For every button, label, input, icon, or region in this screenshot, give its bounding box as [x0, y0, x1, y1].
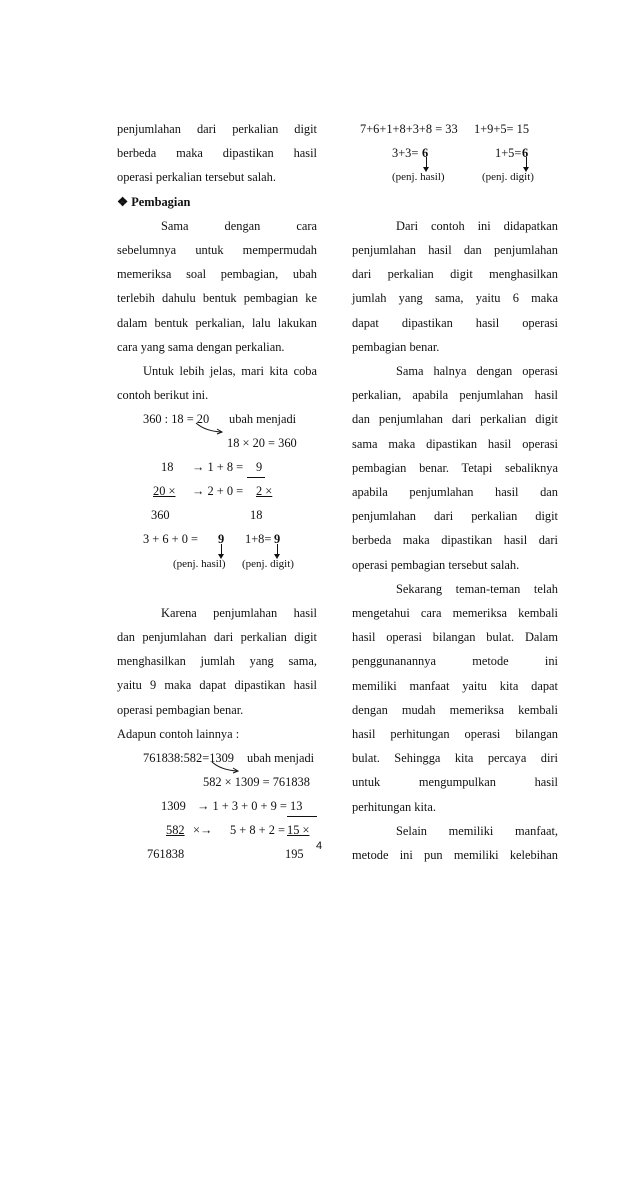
math-term: ×→: [193, 823, 213, 838]
math-term: → 1 + 8 =: [192, 460, 244, 475]
text-line: bulat. Sehingga kita percaya diri: [352, 751, 558, 766]
spacer: [117, 577, 317, 601]
note-label: (penj. hasil): [173, 558, 226, 571]
math-term: 2 ×: [256, 484, 273, 499]
text-line: perkalian, apabila penjumlahan hasil: [352, 388, 558, 403]
text-line: perhitungan kita.: [352, 799, 436, 814]
example-1: [117, 407, 317, 552]
text-line: Sama dengan cara: [161, 218, 317, 233]
text-line: Dari contoh ini didapatkan: [396, 218, 558, 233]
math-term: → 1 + 3 + 0 + 9 = 13: [197, 799, 303, 814]
math-term: 18: [161, 460, 174, 475]
text-line: Untuk lebih jelas, mari kita coba: [143, 364, 317, 379]
left-column: [117, 117, 317, 862]
text-line: sebelumnya untuk mempermudah: [117, 243, 317, 258]
math-result: 6: [422, 146, 429, 160]
math-result: 9: [274, 532, 281, 547]
text-line: Selain memiliki manfaat,: [396, 823, 558, 838]
text-line: metode ini pun memiliki kelebihan: [352, 848, 558, 863]
math-term: 15 ×: [287, 823, 310, 838]
math-term: 761838: [147, 847, 185, 862]
text-line: dan penjumlahan dari perkalian digit: [352, 412, 558, 427]
note-label: (penj. digit): [482, 171, 534, 183]
example-2: [117, 746, 317, 862]
example-2-division: 761838:582=1309: [143, 751, 234, 766]
text-line: menghasilkan jumlah yang sama,: [117, 654, 317, 669]
math-term: 18: [250, 508, 263, 523]
curved-arrow-icon: [195, 421, 225, 435]
math-term: 1309: [161, 799, 186, 814]
math-term: 9: [256, 460, 263, 475]
text-line: jumlah yang sama, yaitu 6 maka: [352, 291, 558, 306]
example-1-label: ubah menjadi: [229, 412, 297, 427]
text-line: hasil perhitungan operasi bilangan: [352, 727, 558, 742]
text-line: Sekarang teman-teman telah: [396, 581, 558, 596]
text-line: sama maka dipastikan hasil operasi: [352, 436, 558, 451]
section-heading: ❖ Pembagian: [117, 194, 191, 209]
text-line: untuk mengumpulkan hasil: [352, 775, 558, 790]
math-term: 3+3=: [392, 146, 419, 160]
example-1-division: 360 : 18 = 20: [143, 412, 210, 427]
note-label: (penj. hasil): [392, 171, 445, 183]
text-line: Sama halnya dengan operasi: [396, 364, 558, 378]
math-term: 582: [166, 823, 185, 838]
text-line: penjumlahan dari perkalian digit: [117, 122, 317, 136]
text-line: contoh berikut ini.: [117, 388, 209, 403]
text-line: dalam bentuk perkalian, lalu lakukan: [117, 315, 317, 330]
overline-rule: [247, 477, 265, 478]
math-term: 1+8=: [245, 532, 272, 547]
text-line: Adapun contoh lainnya :: [117, 726, 240, 741]
text-line: operasi pembagian benar.: [117, 702, 244, 717]
text-line: mengetahui cara memeriksa kembali: [352, 606, 558, 621]
math-term: 3 + 6 + 0 =: [143, 532, 199, 547]
math-term: 360: [151, 508, 170, 523]
text-line: operasi pembagian tersebut salah.: [352, 557, 520, 572]
example-1-notes: [117, 552, 317, 576]
math-result: 6: [522, 146, 529, 160]
text-line: Karena penjumlahan hasil: [161, 605, 317, 620]
example-2-continued: [352, 117, 558, 190]
text-line: dapat dipastikan hasil operasi: [352, 315, 558, 330]
text-line: operasi perkalian tersebut salah.: [117, 170, 276, 185]
text-line: dengan mudah memeriksa kembali: [352, 702, 558, 717]
text-line: berbeda maka dipastikan hasil dari: [352, 533, 558, 548]
math-term: 20 ×: [153, 484, 176, 499]
math-result: 9: [218, 532, 225, 547]
example-2-label: ubah menjadi: [247, 751, 315, 766]
example-2-multiplication: 582 × 1309 = 761838: [203, 775, 310, 790]
text-line: berbeda maka dipastikan hasil: [117, 146, 317, 161]
math-term: 7+6+1+8+3+8 = 33: [360, 122, 458, 136]
example-1-multiplication: 18 × 20 = 360: [227, 436, 297, 451]
text-line: hasil operasi bilangan bulat. Dalam: [352, 630, 558, 645]
text-line: dari perkalian digit menghasilkan: [352, 267, 558, 282]
text-line: memiliki manfaat yaitu kita dapat: [352, 678, 558, 693]
text-line: penjumlahan hasil dan penjumlahan: [352, 242, 558, 257]
math-term: → 2 + 0 =: [192, 484, 244, 499]
page-number: 4: [315, 840, 323, 852]
text-line: penggunanannya metode ini: [352, 654, 558, 669]
text-line: terlebih dahulu bentuk pembagian ke: [117, 291, 317, 306]
text-line: yaitu 9 maka dapat dipastikan hasil: [117, 678, 317, 693]
text-line: cara yang sama dengan perkalian.: [117, 339, 285, 354]
text-line: penjumlahan dari perkalian digit: [352, 509, 558, 524]
math-term: 5 + 8 + 2 =: [230, 823, 286, 838]
text-line: memeriksa soal pembagian, ubah: [117, 267, 317, 282]
overline-rule: [287, 816, 317, 817]
text-line: pembagian benar.: [352, 339, 440, 354]
text-line: dan penjumlahan dari perkalian digit: [117, 630, 317, 645]
text-line: apabila penjumlahan hasil dan: [352, 485, 558, 500]
math-term: 1+9+5= 15: [474, 122, 530, 136]
right-column: [352, 117, 558, 867]
math-term: 1+5=: [495, 146, 522, 160]
text-line: pembagian benar. Tetapi sebaliknya: [352, 460, 558, 475]
note-label: (penj. digit): [242, 558, 294, 571]
spacer: [352, 190, 558, 214]
math-term: 195: [285, 847, 304, 862]
